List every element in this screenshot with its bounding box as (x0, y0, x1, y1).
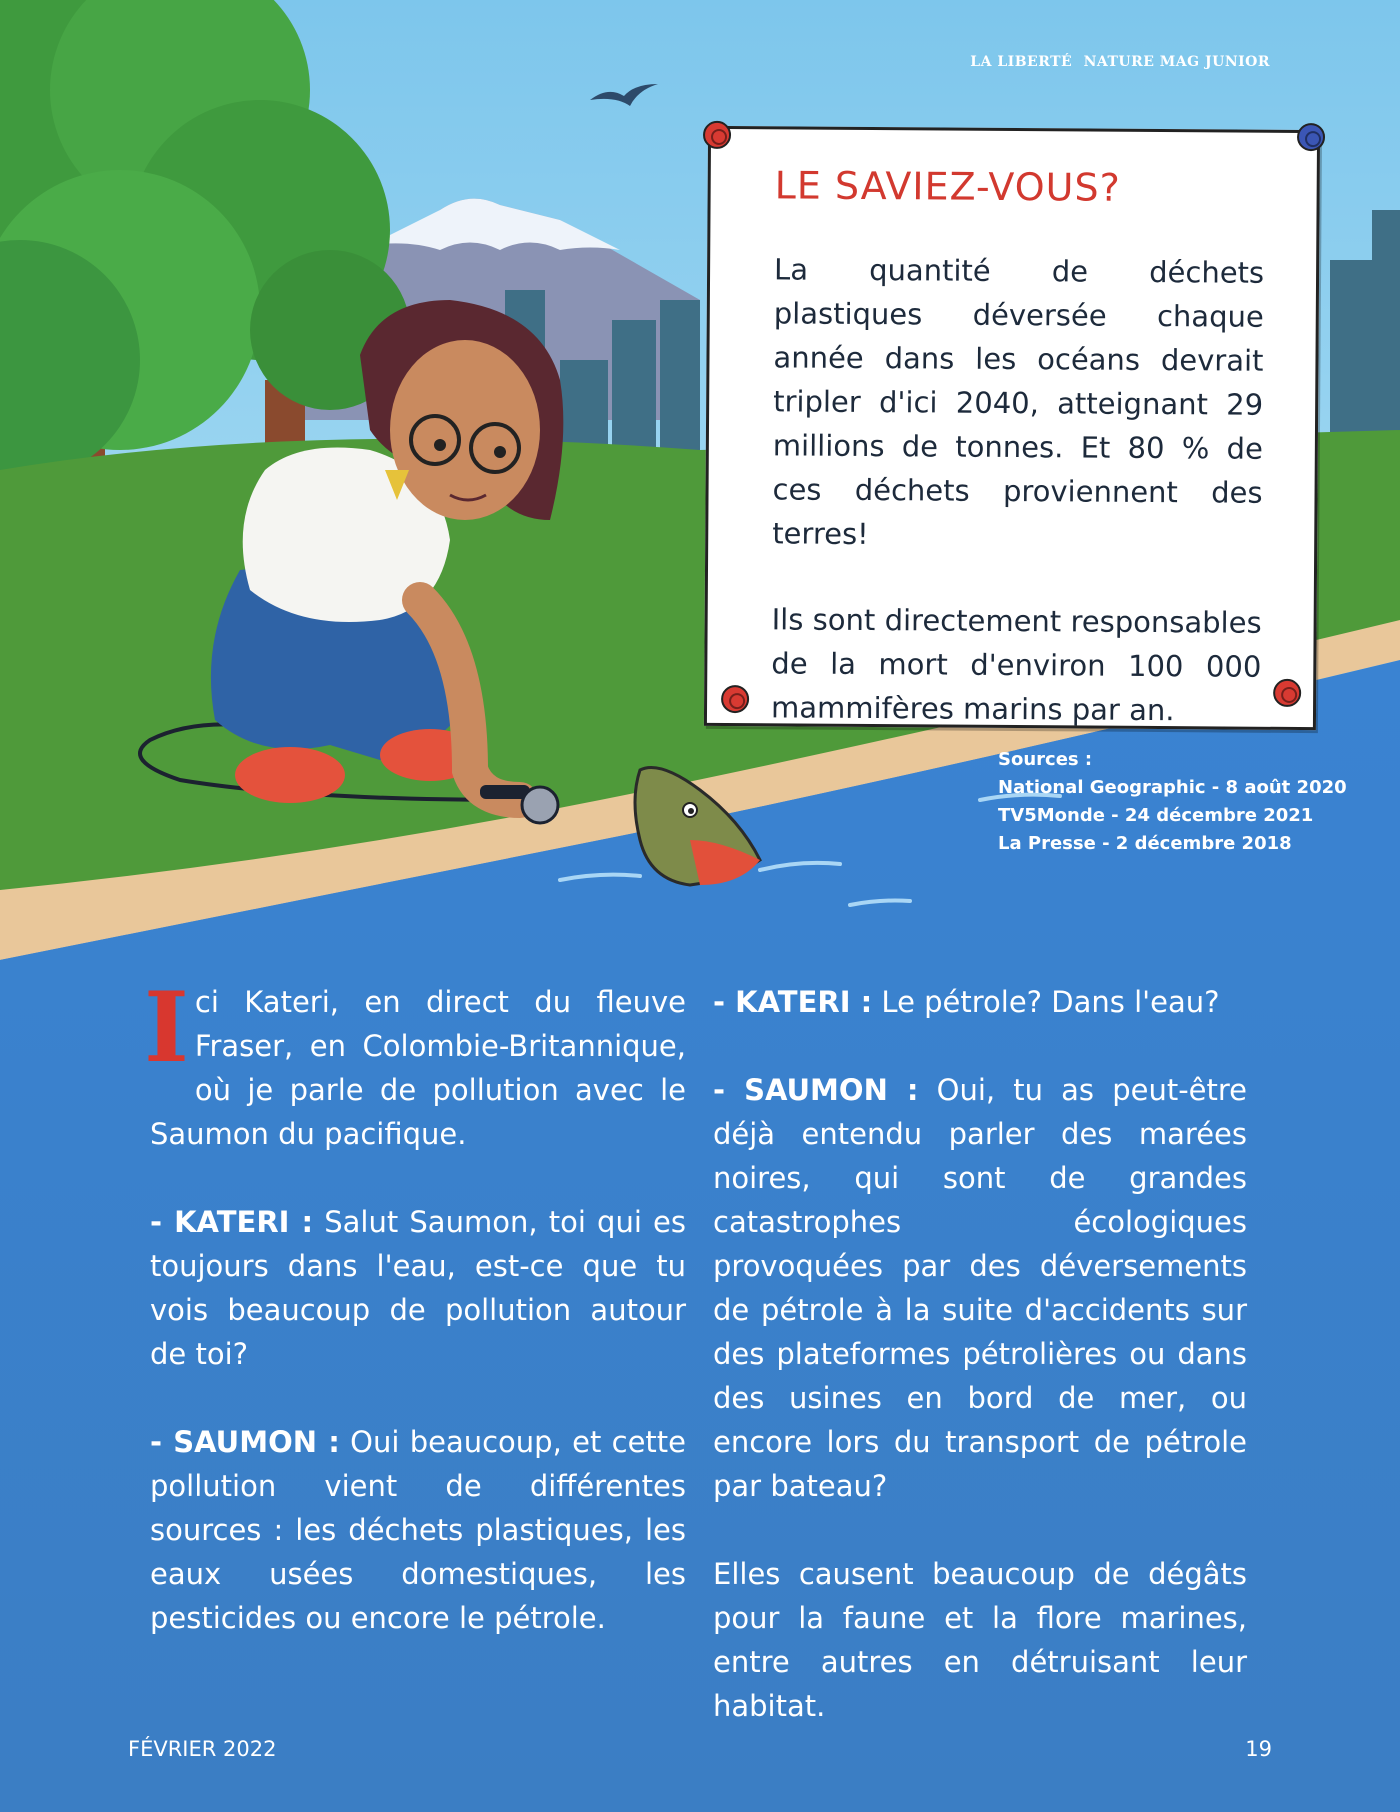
article-intro (144, 971, 686, 1156)
source-item: TV5Monde - 24 décembre 2021 (998, 805, 1314, 826)
sources-heading: Sources : (998, 749, 1093, 770)
did-you-know-card (704, 126, 1320, 730)
sources-list (998, 746, 1347, 858)
dialogue-text: Oui beaucoup, et cette pollution vient de différentes sources : les déchets plastiques, les eaux usées domestiques, les pesticides ou encore le pétrole. (150, 1425, 687, 1635)
pushpin-icon (1297, 123, 1325, 151)
magazine-title: NATURE MAG JUNIOR (1083, 54, 1270, 70)
source-item: National Geographic - 8 août 2020 (998, 777, 1347, 798)
issue-date: FÉVRIER 2022 (128, 1737, 277, 1761)
dialogue-text: Oui, tu as peut-être déjà entendu parler des marées noires, qui sont de grandes catastrophes écologiques provoquées par des déversements de pétrole à la suite d'accidents sur des plateformes pétrolières ou dans des usines en bord de mer, ou encore lors du transport de pétrole par bateau? (713, 1073, 1247, 1503)
dialogue-line (713, 1068, 1247, 1508)
dialogue-line (713, 980, 1247, 1024)
article-column-left (144, 971, 687, 1640)
source-item: La Presse - 2 décembre 2018 (998, 833, 1292, 854)
drop-cap: I (144, 971, 189, 1084)
fact-paragraph-1: La quantité de déchets plastiques déversée chaque année dans les océans devrait tripler d'ici 2040, atteignant 29 millions de tonnes. Et 80 % de ces déchets proviennent des terres! (772, 252, 1265, 552)
dialogue-text: Le pétrole? Dans l'eau? (872, 985, 1220, 1019)
pushpin-icon (703, 121, 731, 149)
dialogue-speaker: - KATERI : (150, 1205, 314, 1239)
page-number: 19 (1245, 1737, 1272, 1761)
fact-paragraph-2: Ils sont directement responsables de la mort d'environ 100 000 mammifères marins par an. (770, 602, 1262, 728)
magazine-brand: LA LIBERTÉ (970, 54, 1073, 70)
article-closing: Elles causent beaucoup de dégâts pour la faune et la flore marines, entre autres en détruisant leur habitat. (713, 1557, 1247, 1723)
dialogue-speaker: - KATERI : (713, 985, 873, 1019)
pushpin-icon (1273, 679, 1301, 707)
dialogue-line (150, 1200, 686, 1376)
pushpin-icon (721, 685, 749, 713)
article-column-right (713, 980, 1247, 1728)
dialogue-speaker: - SAUMON : (150, 1425, 340, 1459)
magazine-header (970, 54, 1270, 70)
dialogue-line (150, 1420, 686, 1640)
dialogue-speaker: - SAUMON : (713, 1073, 919, 1107)
fact-card-title: LE SAVIEZ-VOUS? (774, 163, 1121, 210)
dialogue-text: Salut Saumon, toi qui es toujours dans l'eau, est-ce que tu vois beaucoup de pollution autour de toi? (150, 1205, 686, 1371)
article-intro-text: ci Kateri, en direct du fleuve Fraser, en Colombie-Britannique, où je parle de pollution avec le Saumon du pacifique. (150, 985, 686, 1151)
